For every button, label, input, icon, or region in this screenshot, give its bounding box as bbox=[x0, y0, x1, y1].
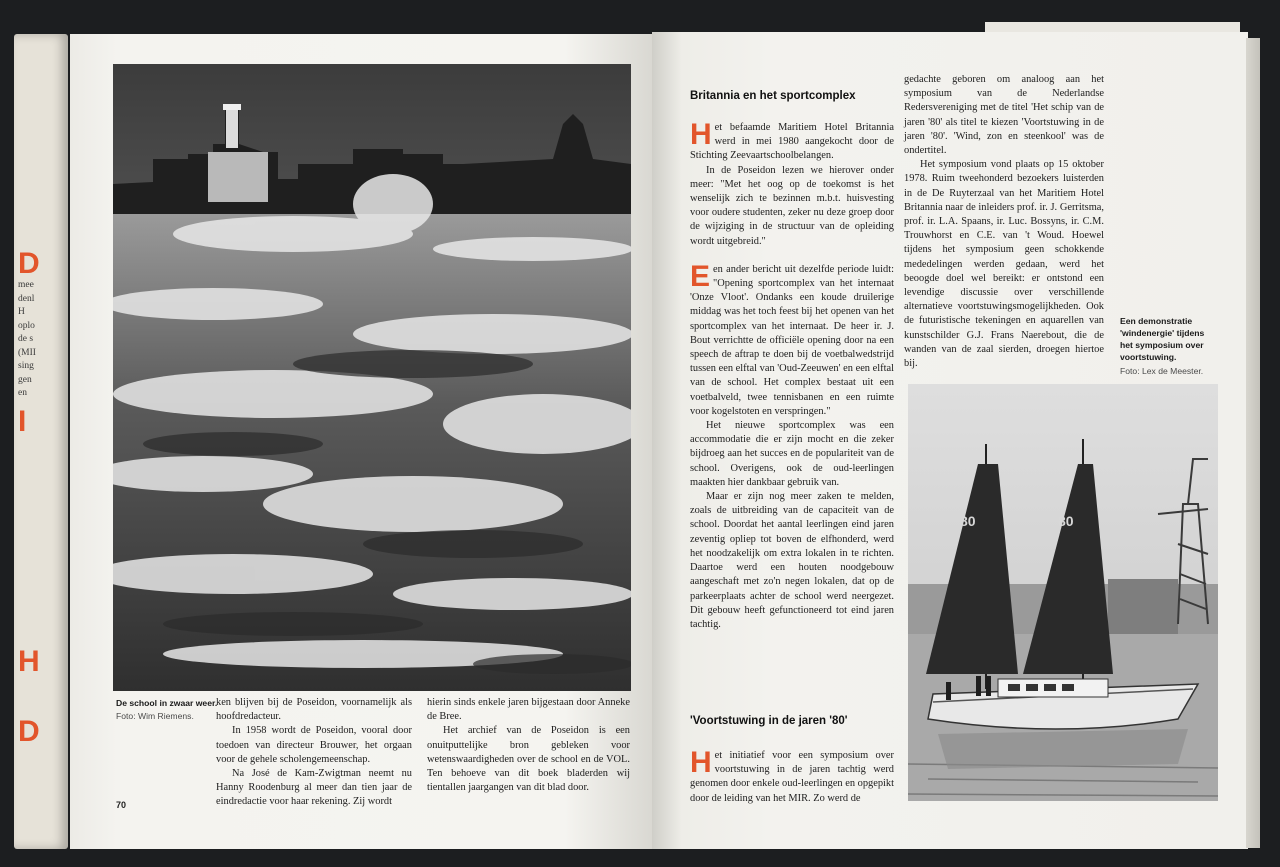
left-text-column-1 bbox=[216, 696, 412, 810]
paragraph: In 1958 wordt de Poseidon, vooral door toedoen van directeur Brouwer, het orgaan voor de gehele scholengemeenschap. bbox=[216, 725, 412, 765]
boat-photo-caption: Een demonstratie 'windenergie' tijdens het symposium over voortstuwing. bbox=[1120, 316, 1205, 362]
paragraph: Maar er zijn nog meer zaken te melden, zoals de uitbreiding van de capaciteit van de school. Doordat het aantal leerlingen eind jaren zeventig opliep tot boven de elfhonderd, werd het noodzakelijk om extra lokalen in te richten. Daartoe werd een houten noodgebouw aangeschaft met zo'n negen lokalen, dat op de parkeerplaats achter de school werd neergezet. Dit gebouw heeft gefunctioneerd tot eind jaren tachtig. bbox=[690, 491, 894, 630]
paragraph: hierin sinds enkele jaren bijgestaan door Anneke de Bree. bbox=[427, 697, 630, 723]
drop-cap-d: D bbox=[18, 247, 40, 280]
drop-cap-d2: D bbox=[18, 714, 40, 748]
section-heading-voortstuwing: 'Voortstuwing in de jaren '80' bbox=[690, 715, 848, 727]
paragraph: In de Poseidon lezen we hierover onder meer: "Met het oog op de toekomst is het wenselijk zich te bezinnen m.b.t. huisvesting voor oudere studenten, zeker nu deze groep door de wijziging in de structuur van de opleiding wordt uitgebreid." bbox=[690, 164, 894, 247]
paragraph: Het symposium vond plaats op 15 oktober 1978. Ruim tweehonderd bezoekers luisterden in de De Ruyterzaal van het Maritiem Hotel Britannia naar de inleiders prof. ir. J. Gerritsma, prof. ir. L.A. Spaans, ir. Luc. Bossyns, ir. C.M. Trouwhorst en C.E. van 't Woud. Hoewel tijdens het symposium geen schokkende mededelingen werden gedaan, werd het beoogde doel wel bereikt: er ontstond een levendige discussie over verschillende alternatieve voortstuwingsmogelijkheden. Ook de futuristische tekeningen en aquarellen van kunstschilder G.J. Frans Naerebout, die de wanden van de zaal sierden, droegen hiertoe bij. bbox=[904, 159, 1104, 370]
drop-cap-h: H bbox=[18, 644, 40, 678]
paragraph: gedachte geboren om analoog aan het symposium van de Nederlandse Redersvereniging met de titel 'Het schip van de jaren '80' als titel te kiezen 'Voortstuwing in de jaren '80'. 'Wind, zon en steenkool' was de ondertitel. bbox=[904, 74, 1104, 157]
drop-cap: H bbox=[690, 746, 712, 779]
page-stack-edge bbox=[1246, 38, 1260, 848]
paragraph: Het nieuwe sportcomplex was een accommodatie die er zijn mocht en die zeker bijdroeg aan het succes en de populariteit van de school. Overigens, ook de oud-leerlingen maakten hier dankbaar gebruik van. bbox=[690, 420, 894, 488]
storm-photo-caption: De school in zwaar weer. bbox=[116, 698, 218, 708]
boat-photo bbox=[908, 384, 1218, 801]
previous-page-text: D mee denl H oplo de s (MII sing gen en I H D bbox=[14, 249, 58, 747]
boat-photo-credit: Foto: Lex de Meester. bbox=[1120, 366, 1204, 376]
drop-cap: H bbox=[690, 118, 712, 151]
drop-cap: E bbox=[690, 259, 711, 293]
paragraph: Na José de Kam-Zwigtman neemt nu Hanny Roodenburg al meer dan tien jaar de eindredactie voor haar rekening. Zij wordt bbox=[216, 768, 412, 808]
storm-photo bbox=[113, 64, 631, 691]
sail-number-left: 80 bbox=[960, 513, 976, 529]
sail-number-right: 80 bbox=[1058, 513, 1074, 529]
paragraph: ken blijven bij de Poseidon, voornamelijk als hoofdredacteur. bbox=[216, 697, 412, 723]
paragraph: Een ander bericht uit dezelfde periode luidt: "Opening sportcomplex van het internaat 'Onze Vloot'. Ondanks een koude druilerige middag was het toch feest bij het openen van het sportcomplex van het internaat. De heer ir. J. Bout verrichtte de officiële opening door na een speech de aftrap te doen bij de voetbalwedstrijd tussen een elftal van 'Oud-Zeeuwen' en een elftal van de school. Het complex bestaat uit een voetbalveld, twee tennisbanen en een ruimte voor kogelstoten en verspringen." bbox=[690, 259, 894, 417]
right-text-column-2 bbox=[904, 73, 1104, 371]
storm-photo-credit: Foto: Wim Riemens. bbox=[116, 711, 194, 721]
left-text-column-2 bbox=[427, 696, 630, 795]
drop-cap-i: I bbox=[18, 404, 27, 438]
previous-page-edge bbox=[14, 34, 68, 849]
right-text-column-1b bbox=[690, 746, 894, 806]
right-text-column-1 bbox=[690, 118, 894, 632]
paragraph: Het initiatief voor een symposium over voortstuwing in de jaren tachtig werd genomen door enkele oud-leerlingen en opgepikt door de leiding van het MIR. Zo werd de bbox=[690, 746, 894, 804]
boat-photo-image bbox=[908, 384, 1218, 801]
section-heading-britannia: Britannia en het sportcomplex bbox=[690, 90, 856, 102]
paragraph: Het archief van de Poseidon is een onuitputtelijke bron gebleken voor wetenswaardigheden over de school en de VOL. Ten behoeve van dit boek bladerden wij tientallen jaargangen van dit blad door. bbox=[427, 725, 630, 794]
page-number: 70 bbox=[116, 800, 127, 810]
storm-photo-image bbox=[113, 64, 631, 691]
paragraph: Het befaamde Maritiem Hotel Britannia werd in mei 1980 aangekocht door de Stichting Zeevaartschoolbelangen. bbox=[690, 118, 894, 162]
